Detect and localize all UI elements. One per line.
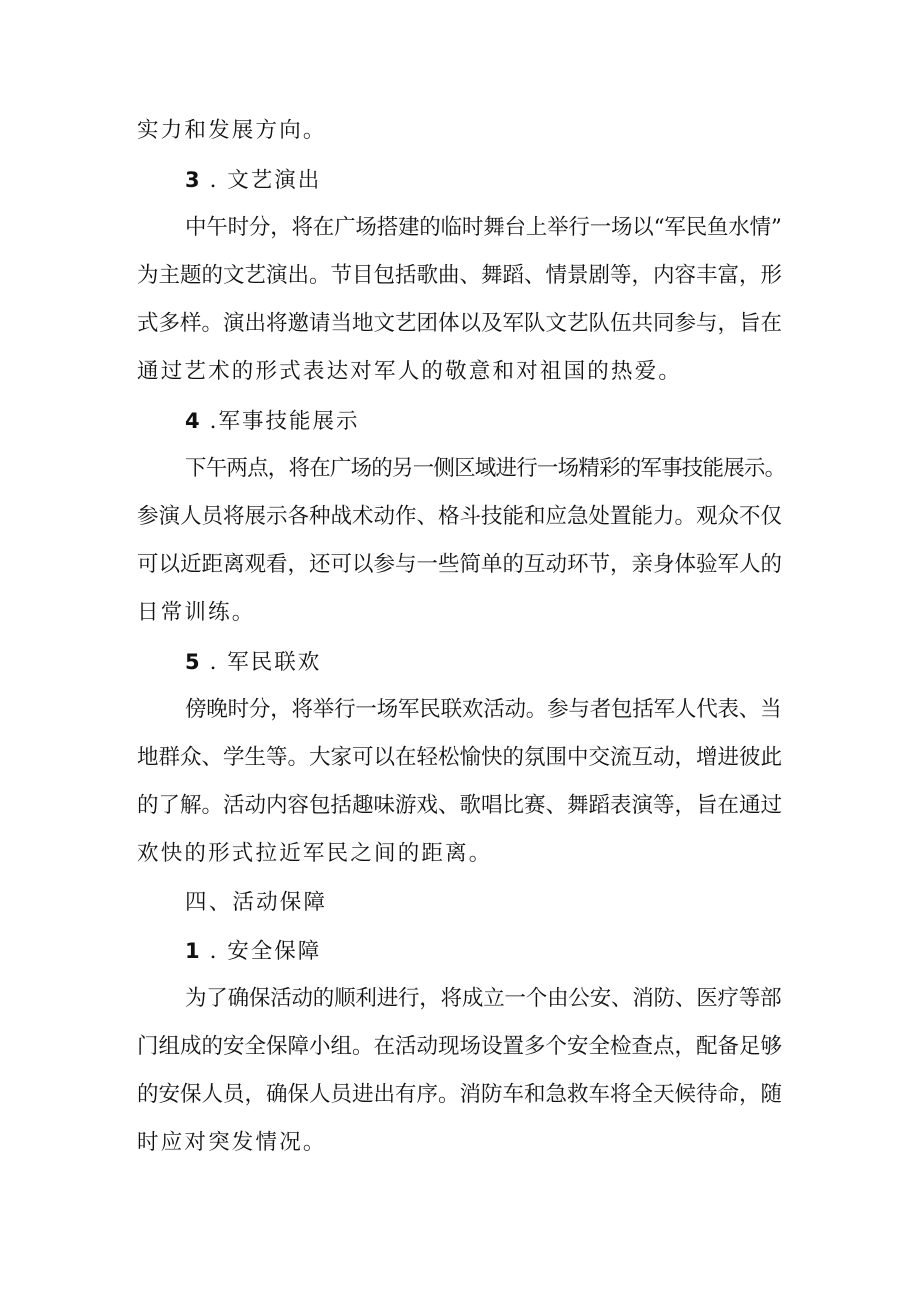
body-line: 日常训练。 [137,600,256,625]
body-line: 下午两点，将在广场的另一侧区域进行一场精彩的军事技能展示。 [185,456,786,481]
body-line: 可以近距离观看，还可以参与一些简单的互动环节，亲身体验军人的 [137,552,783,577]
section-number: 1 [185,939,200,963]
body-line: 欢快的形式拉近军民之间的距离。 [137,841,493,866]
body-line: 地群众、学生等。大家可以在轻松愉快的氛围中交流互动，增进彼此 [137,745,783,770]
section-title: . 安全保障 [209,939,322,964]
body-line: 门组成的安全保障小组。在活动现场设置多个安全检查点，配备足够 [137,1034,783,1059]
section-number: 5 [185,650,200,674]
body-line: 式多样。演出将邀请当地文艺团体以及军队文艺队伍共同参与，旨在 [137,311,783,336]
body-line: 为主题的文艺演出。节目包括歌曲、舞蹈、情景剧等，内容丰富，形 [137,263,783,288]
section-title: . 文艺演出 [209,168,322,193]
chapter-heading-activity-guarantee: 四、活动保障 [185,890,328,915]
body-line: 参演人员将展示各种战术动作、格斗技能和应急处置能力。观众不仅 [137,504,783,529]
body-line: 实力和发展方向。 [137,118,327,143]
section-number: 4 [185,409,200,433]
body-line: 的了解。活动内容包括趣味游戏、歌唱比赛、舞蹈表演等，旨在通过 [137,793,783,818]
body-line: 为了确保活动的顺利进行，将成立一个由公安、消防、医疗等部 [185,986,782,1011]
body-line: 通过艺术的形式表达对军人的敬意和对祖国的热爱。 [137,359,683,384]
section-heading-military-skills [185,406,359,437]
body-line: 的安保人员，确保人员进出有序。消防车和急救车将全天候待命，随 [137,1082,783,1107]
section-number: 3 [185,168,200,192]
section-heading-literary-performance [185,165,321,196]
body-line: 时应对突发情况。 [137,1130,327,1155]
body-line: 傍晚时分，将举行一场军民联欢活动。参与者包括军人代表、当 [185,697,782,722]
section-heading-military-civilian-gala [185,647,321,678]
section-heading-safety-guarantee [185,936,321,967]
section-title: . 军民联欢 [209,650,322,675]
body-line: 中午时分，将在广场搭建的临时舞台上举行一场以“军民鱼水情” [185,215,782,240]
section-title: .军事技能展示 [209,409,360,434]
